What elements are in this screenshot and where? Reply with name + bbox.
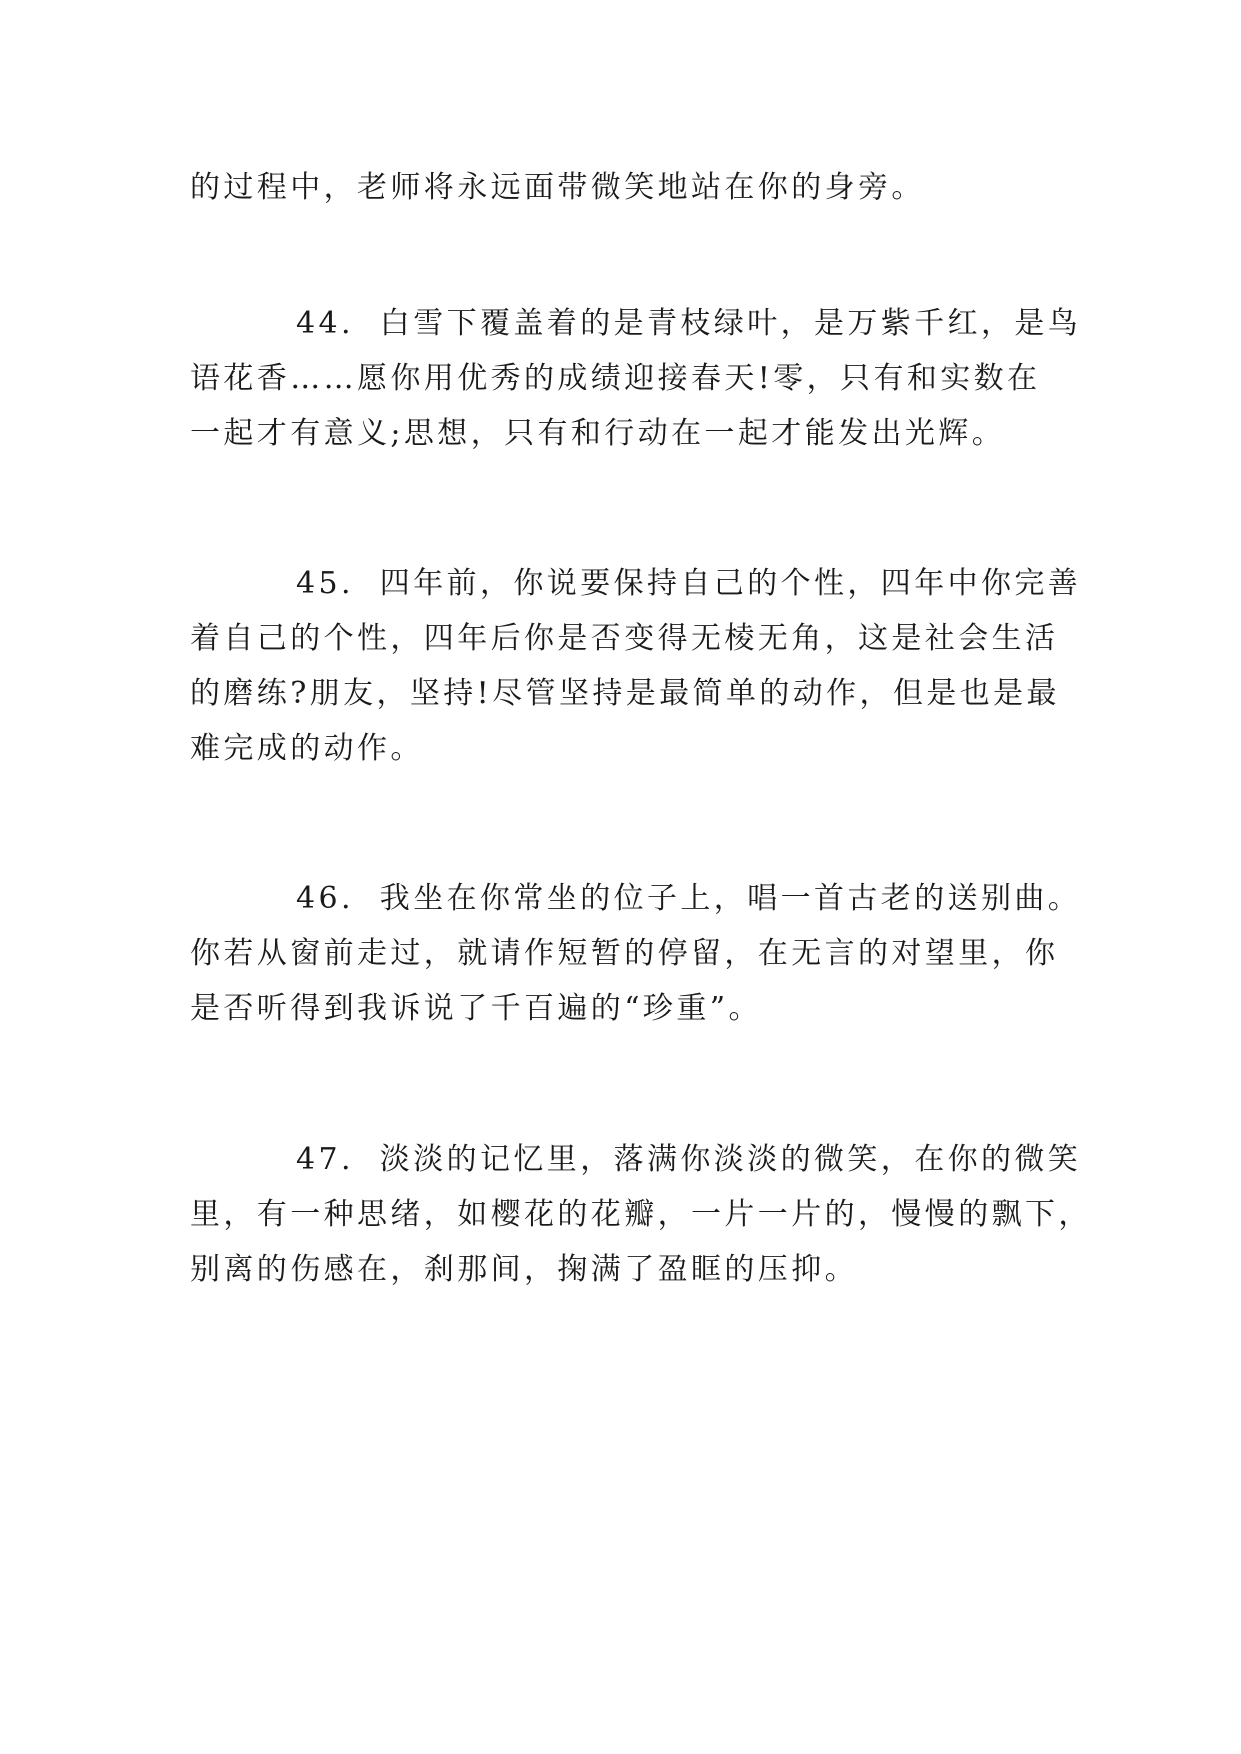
item-44-line-2: 语花香……愿你用优秀的成绩迎接春天!零，只有和实数在 (190, 361, 1041, 396)
item-text: 淡淡的记忆里，落满你淡淡的微笑，在你的微笑 (379, 1142, 1082, 1177)
continuation-line-1: 的过程中，老师将永远面带微笑地站在你的身旁。 (190, 170, 925, 205)
item-45-line-3: 的磨练?朋友，坚持!尽管坚持是最简单的动作，但是也是最 (190, 676, 1060, 711)
item-46-line-3: 是否听得到我诉说了千百遍的“珍重”。 (190, 991, 762, 1026)
item-46-first-line (296, 879, 1081, 919)
item-number: 47. (296, 1142, 354, 1177)
item-44-first-line (296, 304, 1081, 344)
item-45-first-line (296, 564, 1081, 604)
item-47-line-3: 别离的伤感在，刹那间，掬满了盈眶的压抑。 (190, 1252, 858, 1287)
item-text: 四年前，你说要保持自己的个性，四年中你完善 (379, 566, 1082, 601)
item-47-first-line (296, 1140, 1081, 1180)
item-text: 白雪下覆盖着的是青枝绿叶，是万紫千红，是鸟 (379, 306, 1082, 341)
item-number: 46. (296, 881, 354, 916)
item-47-line-2: 里，有一种思绪，如樱花的花瓣，一片一片的，慢慢的飘下， (190, 1197, 1092, 1232)
item-number: 44. (296, 306, 354, 341)
item-45-line-2: 着自己的个性，四年后你是否变得无棱无角，这是社会生活 (190, 621, 1059, 656)
item-44-line-3: 一起才有意义;思想，只有和行动在一起才能发出光辉。 (190, 416, 1006, 451)
item-46-line-2: 你若从窗前走过，就请作短暂的停留，在无言的对望里，你 (190, 936, 1059, 971)
item-text: 我坐在你常坐的位子上，唱一首古老的送别曲。 (379, 881, 1082, 916)
item-45-line-4: 难完成的动作。 (190, 731, 424, 766)
item-number: 45. (296, 566, 354, 601)
